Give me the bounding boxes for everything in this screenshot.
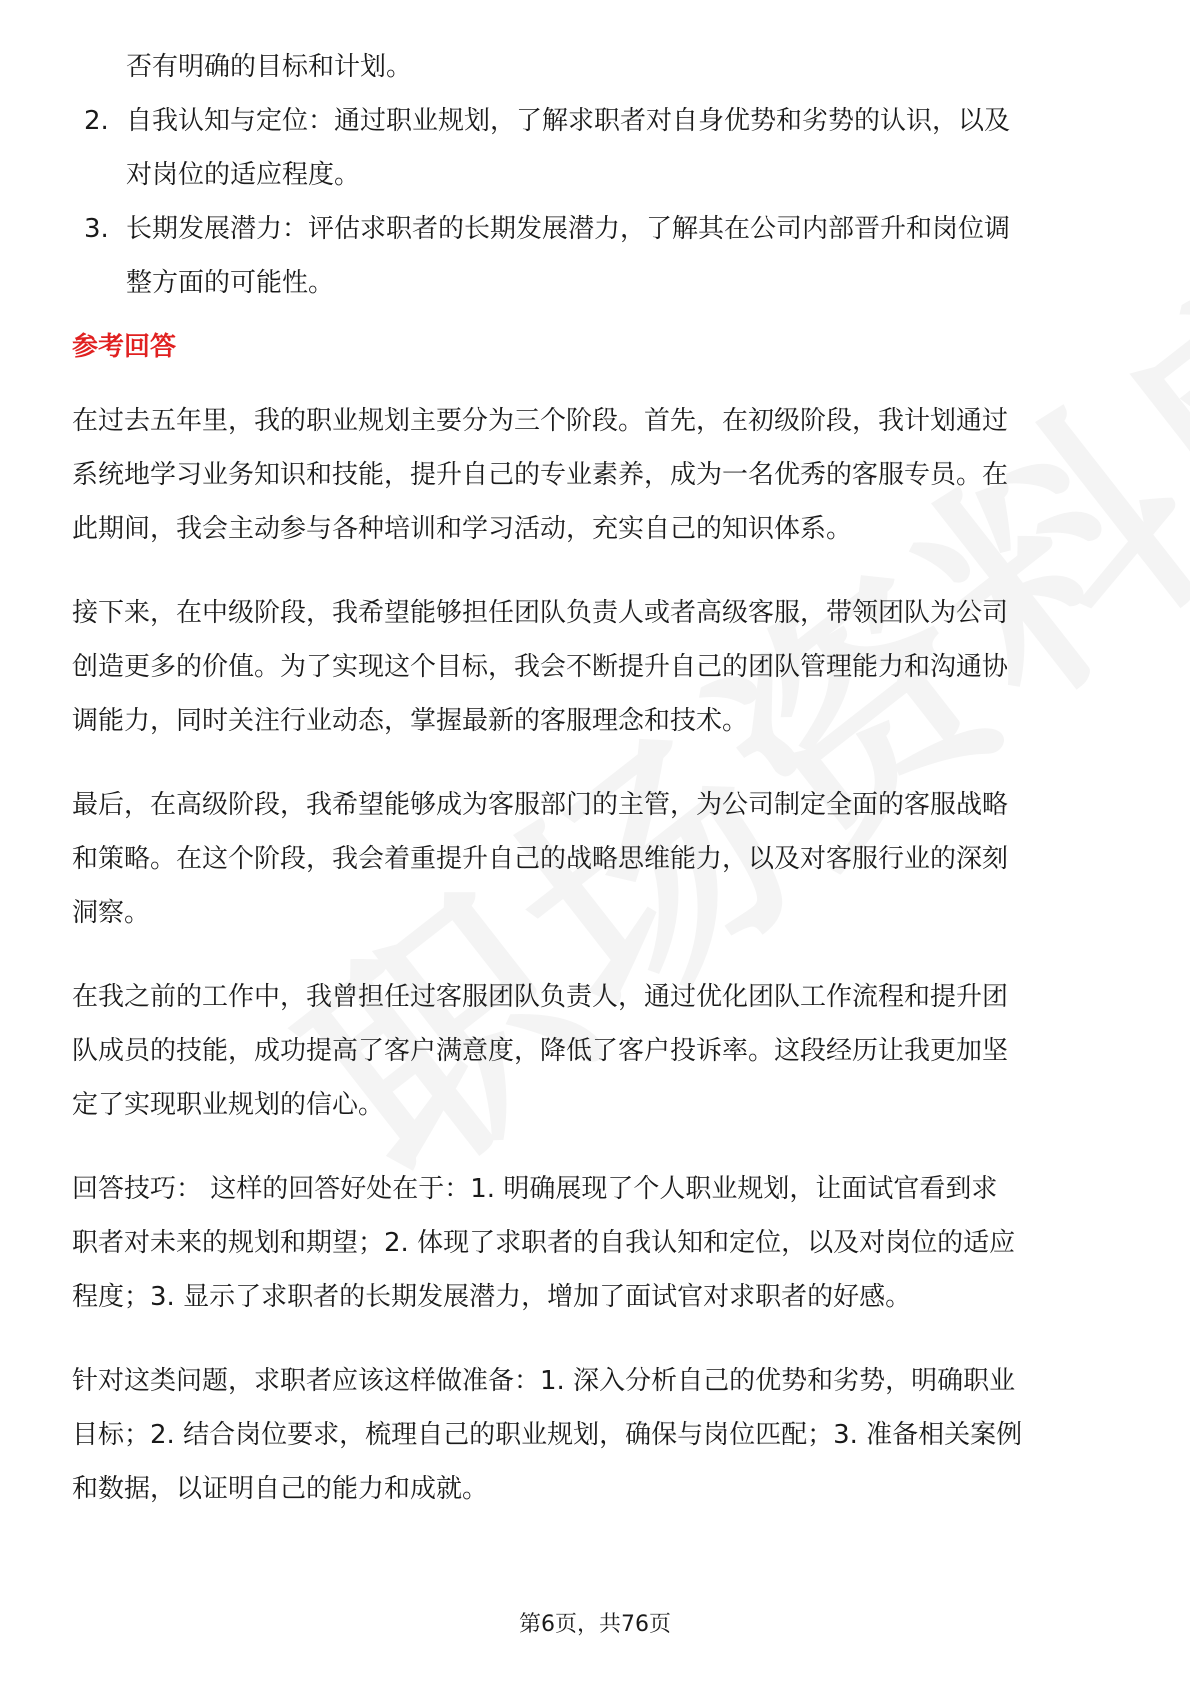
paragraph-line: 针对这类问题，求职者应该这样做准备：1. 深入分析自己的优势和劣势，明确职业 — [72, 1366, 1016, 1396]
paragraph-4 — [72, 970, 1122, 1132]
section-heading: 参考回答 — [72, 332, 177, 362]
page-footer: 第6页，共76页 — [519, 1612, 671, 1637]
paragraph-preparation — [72, 1354, 1122, 1516]
intro-continuation: 否有明确的目标和计划。 — [126, 52, 413, 82]
paragraph-line: 在我之前的工作中，我曾担任过客服团队负责人，通过优化团队工作流程和提升团 — [72, 982, 1009, 1012]
paragraph-line: 和策略。在这个阶段，我会着重提升自己的战略思维能力，以及对客服行业的深刻 — [72, 844, 1009, 874]
paragraph-line: 接下来，在中级阶段，我希望能够担任团队负责人或者高级客服，带领团队为公司 — [72, 598, 1009, 628]
paragraph-line: 系统地学习业务知识和技能，提升自己的专业素养，成为一名优秀的客服专员。在 — [72, 460, 1009, 490]
paragraph-3 — [72, 778, 1122, 940]
list-line: 长期发展潜力：评估求职者的长期发展潜力，了解其在公司内部晋升和岗位调 — [126, 214, 1011, 244]
paragraph-line: 定了实现职业规划的信心。 — [72, 1090, 385, 1120]
paragraph-answer-tips — [72, 1162, 1122, 1324]
list-text — [126, 94, 1010, 202]
paragraph-line: 队成员的技能，成功提高了客户满意度，降低了客户投诉率。这段经历让我更加坚 — [72, 1036, 1009, 1066]
list-number: 3. — [84, 214, 109, 244]
paragraph-line: 创造更多的价值。为了实现这个目标，我会不断提升自己的团队管理能力和沟通协 — [72, 652, 1009, 682]
paragraph-line: 此期间，我会主动参与各种培训和学习活动，充实自己的知识体系。 — [72, 514, 853, 544]
paragraph-line: 回答技巧： 这样的回答好处在于：1. 明确展现了个人职业规划，让面试官看到求 — [72, 1174, 998, 1204]
paragraph-line: 职者对未来的规划和期望；2. 体现了求职者的自我认知和定位，以及对岗位的适应 — [72, 1228, 1016, 1258]
list-line: 对岗位的适应程度。 — [126, 160, 361, 190]
document-body — [72, 40, 1122, 1546]
list-item-2 — [72, 94, 1122, 202]
list-line: 自我认知与定位：通过职业规划，了解求职者对自身优势和劣势的认识，以及 — [126, 106, 1011, 136]
paragraph-line: 调能力，同时关注行业动态，掌握最新的客服理念和技术。 — [72, 706, 749, 736]
paragraph-2 — [72, 586, 1122, 748]
list-line: 整方面的可能性。 — [126, 268, 335, 298]
list-text — [126, 202, 1010, 310]
list-number: 2. — [84, 106, 109, 136]
paragraph-line: 程度；3. 显示了求职者的长期发展潜力，增加了面试官对求职者的好感。 — [72, 1282, 912, 1312]
paragraph-line: 在过去五年里，我的职业规划主要分为三个阶段。首先，在初级阶段，我计划通过 — [72, 406, 1009, 436]
paragraph-1 — [72, 394, 1122, 556]
paragraph-line: 和数据，以证明自己的能力和成就。 — [72, 1474, 489, 1504]
paragraph-line: 目标；2. 结合岗位要求，梳理自己的职业规划，确保与岗位匹配；3. 准备相关案例 — [72, 1420, 1023, 1450]
list-item-3 — [72, 202, 1122, 310]
paragraph-line: 最后，在高级阶段，我希望能够成为客服部门的主管，为公司制定全面的客服战略 — [72, 790, 1009, 820]
paragraph-line: 洞察。 — [72, 898, 151, 928]
